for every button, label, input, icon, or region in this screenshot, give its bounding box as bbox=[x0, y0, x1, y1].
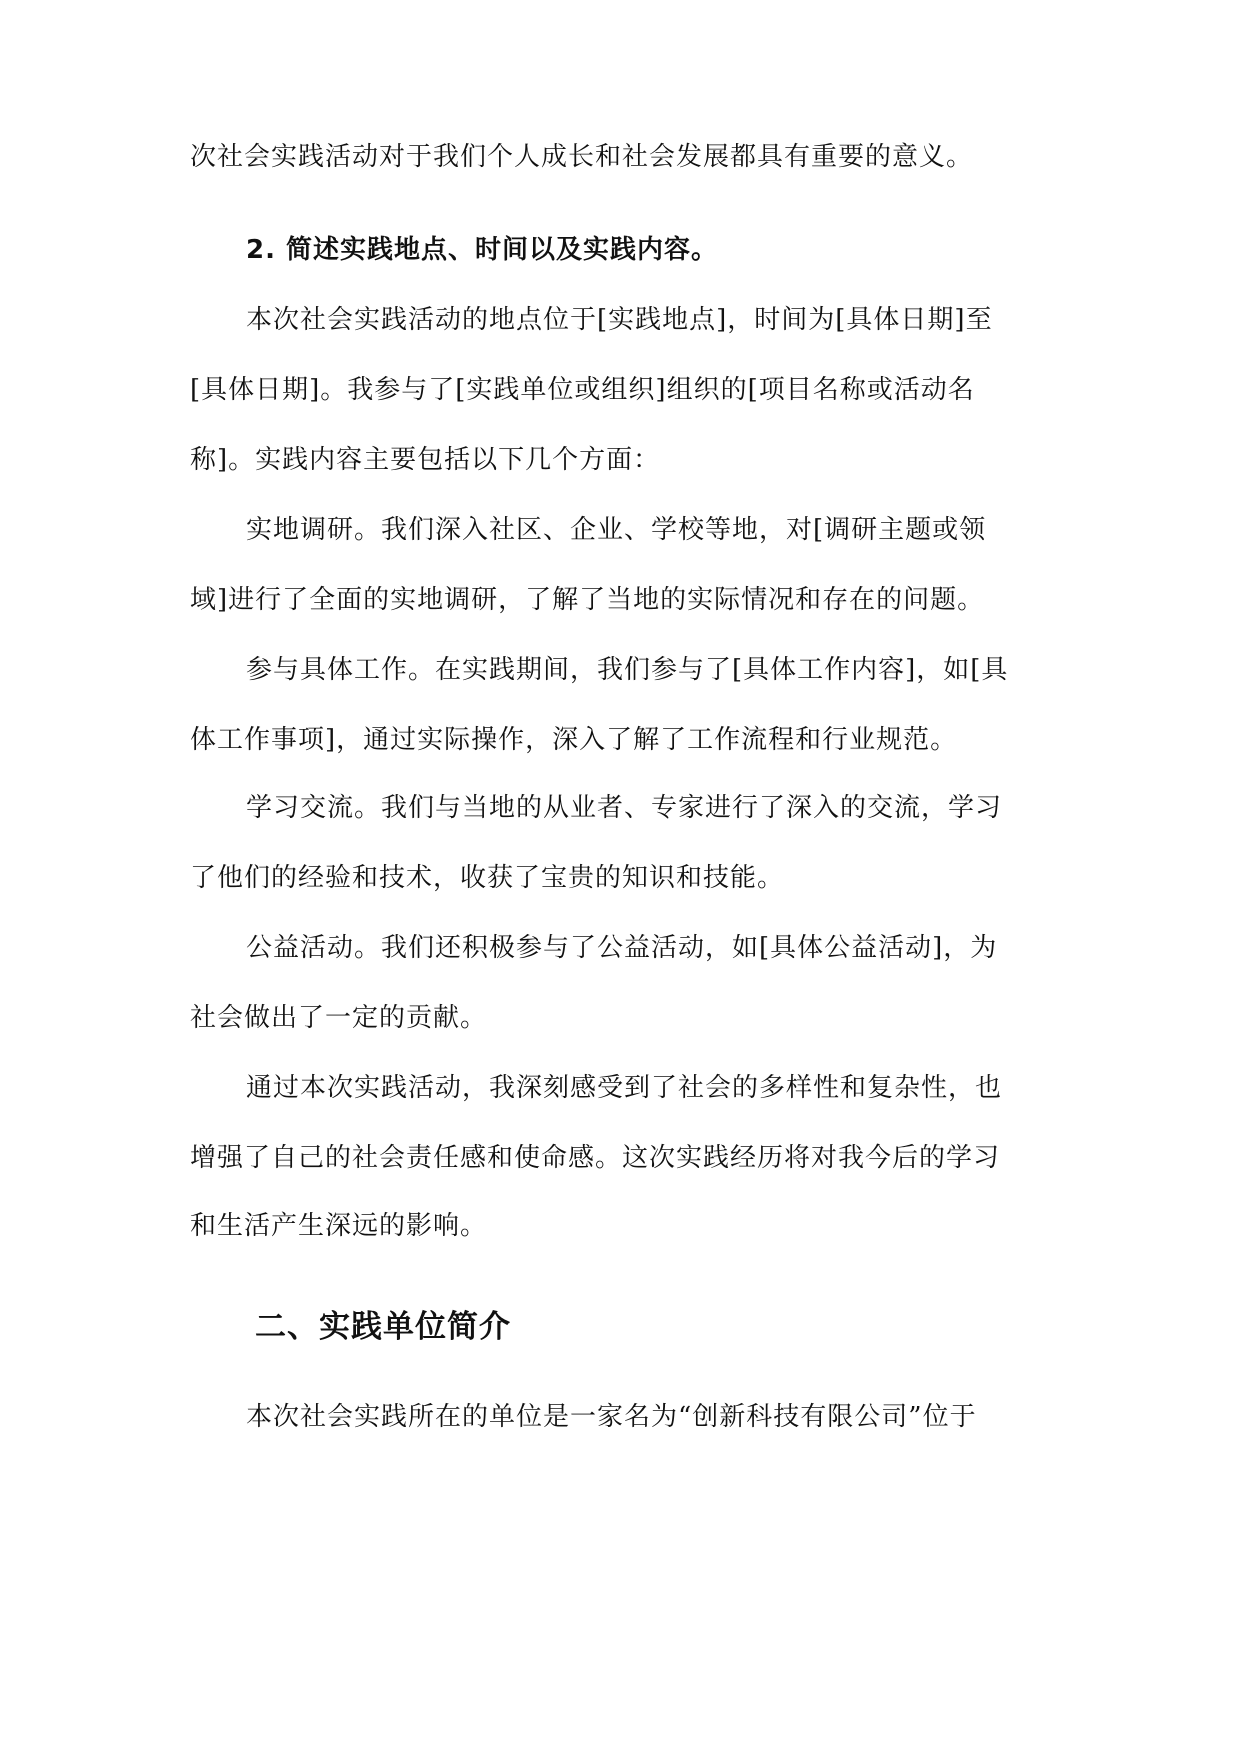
text-line: 公益活动。我们还积极参与了公益活动，如[具体公益活动]，为 bbox=[246, 933, 998, 963]
chapter-heading: 二、实践单位简介 bbox=[255, 1309, 511, 1345]
text-line: 通过本次实践活动，我深刻感受到了社会的多样性和复杂性，也 bbox=[246, 1073, 1003, 1103]
text-line: 本次社会实践所在的单位是一家名为“创新科技有限公司”位于 bbox=[246, 1402, 977, 1432]
text-line: 次社会实践活动对于我们个人成长和社会发展都具有重要的意义。 bbox=[190, 142, 974, 172]
text-line: [具体日期]。我参与了[实践单位或组织]组织的[项目名称或活动名 bbox=[190, 375, 975, 405]
text-line: 和生活产生深远的影响。 bbox=[190, 1211, 488, 1241]
text-line: 了他们的经验和技术，收获了宝贵的知识和技能。 bbox=[190, 863, 785, 893]
text-line: 本次社会实践活动的地点位于[实践地点]，时间为[具体日期]至 bbox=[246, 305, 993, 335]
text-line: 体工作事项]，通过实际操作，深入了解了工作流程和行业规范。 bbox=[190, 725, 958, 755]
text-line: 称]。实践内容主要包括以下几个方面： bbox=[190, 445, 661, 475]
text-line: 学习交流。我们与当地的从业者、专家进行了深入的交流，学习 bbox=[246, 793, 1003, 823]
text-line: 社会做出了一定的贡献。 bbox=[190, 1003, 488, 1033]
section-heading: 2. 简述实践地点、时间以及实践内容。 bbox=[246, 235, 719, 265]
text-line: 域]进行了全面的实地调研，了解了当地的实际情况和存在的问题。 bbox=[190, 585, 985, 615]
text-line: 参与具体工作。在实践期间，我们参与了[具体工作内容]，如[具 bbox=[246, 655, 1009, 685]
text-line: 实地调研。我们深入社区、企业、学校等地，对[调研主题或领 bbox=[246, 515, 987, 545]
text-line: 增强了自己的社会责任感和使命感。这次实践经历将对我今后的学习 bbox=[190, 1143, 1001, 1173]
